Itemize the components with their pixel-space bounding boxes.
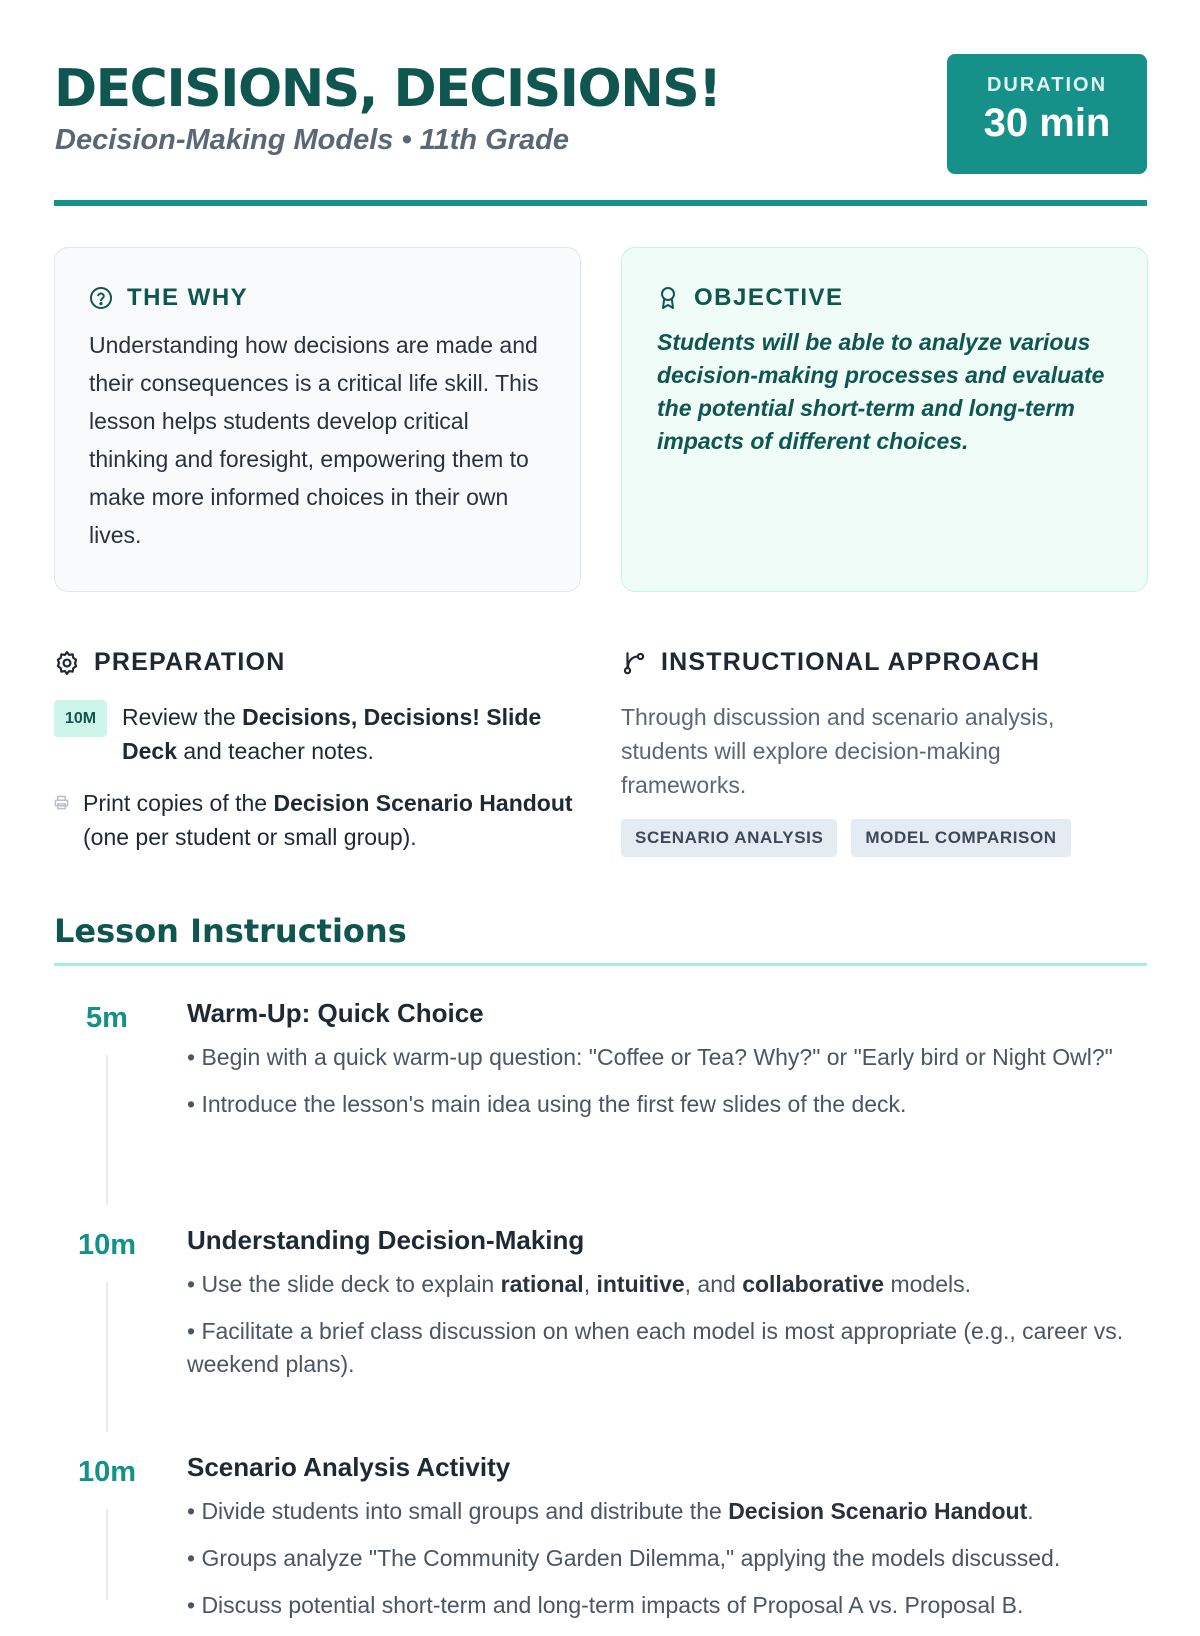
step-bullet: • Begin with a quick warm-up question: "Coffee or Tea? Why?" or "Early bird or Night Owl?" bbox=[187, 1044, 1113, 1070]
duration-badge bbox=[947, 54, 1147, 174]
timeline-line bbox=[106, 1055, 108, 1205]
text-span: • Divide students into small groups and distribute the bbox=[187, 1498, 729, 1524]
duration-value: 30 min bbox=[983, 101, 1111, 145]
why-header bbox=[89, 284, 248, 312]
model-name: intuitive bbox=[596, 1271, 685, 1297]
model-name: rational bbox=[500, 1271, 584, 1297]
approach-heading: INSTRUCTIONAL APPROACH bbox=[661, 648, 1041, 676]
preparation-header bbox=[54, 648, 285, 677]
text-span: , bbox=[583, 1271, 597, 1297]
approach-header bbox=[621, 648, 1040, 677]
approach-tags bbox=[621, 819, 1085, 857]
objective-text: Students will be able to analyze various decision-making processes and evaluate the potential short-term and long-term impacts of different choices. bbox=[657, 329, 1105, 454]
resource-name: Decision Scenario Handout bbox=[728, 1498, 1028, 1524]
tag: MODEL COMPARISON bbox=[851, 819, 1070, 857]
model-name: collaborative bbox=[742, 1271, 885, 1297]
step-time: 10m bbox=[77, 1456, 137, 1488]
why-text: Understanding how decisions are made and their consequences is a critical life skill. This lesson helps students develop critical thinking and foresight, empowering them to make more informed choices in their own lives. bbox=[89, 332, 539, 548]
step-bullets bbox=[187, 1268, 1147, 1395]
award-icon bbox=[656, 286, 680, 310]
objective-heading: OBJECTIVE bbox=[694, 284, 844, 311]
text-span: Review the bbox=[122, 704, 243, 730]
step-bullets bbox=[187, 1495, 1147, 1636]
why-card bbox=[54, 247, 581, 592]
step-bullet: • Facilitate a brief class discussion on when each model is most appropriate (e.g., career vs. weekend plans). bbox=[187, 1318, 1124, 1377]
text-span: Print copies of the bbox=[83, 790, 274, 816]
preparation-heading: PREPARATION bbox=[94, 648, 286, 676]
text-span: • Use the slide deck to explain bbox=[187, 1271, 501, 1297]
step-bullet: • Groups analyze "The Community Garden Dilemma," applying the models discussed. bbox=[187, 1545, 1061, 1571]
text-span: models. bbox=[884, 1271, 972, 1297]
page-title: DECISIONS, DECISIONS! bbox=[54, 59, 721, 119]
text-span: and teacher notes. bbox=[176, 738, 374, 764]
step-bullet: • Introduce the lesson's main idea using the first few slides of the deck. bbox=[187, 1091, 907, 1117]
step-title: Scenario Analysis Activity bbox=[187, 1452, 511, 1482]
objective-card bbox=[621, 247, 1148, 592]
page-subtitle: Decision-Making Models • 11th Grade bbox=[55, 124, 569, 156]
text-span: . bbox=[1027, 1498, 1034, 1524]
question-circle-icon bbox=[89, 286, 113, 310]
timeline-line bbox=[106, 1282, 108, 1432]
preparation-item-text bbox=[83, 786, 574, 854]
step-title: Understanding Decision-Making bbox=[187, 1225, 585, 1255]
preparation-item bbox=[54, 786, 574, 854]
objective-header bbox=[656, 284, 844, 312]
lesson-instructions-heading: Lesson Instructions bbox=[54, 912, 407, 950]
step-bullets bbox=[187, 1041, 1147, 1135]
step-bullet bbox=[187, 1268, 1147, 1301]
step-time: 10m bbox=[77, 1229, 137, 1261]
approach-text: Through discussion and scenario analysis, students will explore decision-making frameworks. bbox=[621, 704, 1055, 798]
step-title: Warm-Up: Quick Choice bbox=[187, 998, 484, 1028]
preparation-item-text bbox=[122, 700, 574, 768]
text-span: , and bbox=[684, 1271, 743, 1297]
step-bullet: • Discuss potential short-term and long-term impacts of Proposal A vs. Proposal B. bbox=[187, 1592, 1024, 1618]
why-heading: THE WHY bbox=[127, 284, 249, 311]
time-badge: 10M bbox=[54, 700, 107, 737]
step-time: 5m bbox=[86, 1002, 128, 1034]
text-span: (one per student or small group). bbox=[83, 824, 417, 850]
header-divider bbox=[54, 200, 1147, 206]
timeline-line bbox=[106, 1509, 108, 1600]
preparation-item bbox=[54, 700, 574, 768]
step-bullet bbox=[187, 1495, 1147, 1528]
resource-name: Decision Scenario Handout bbox=[273, 790, 573, 816]
lesson-divider bbox=[54, 963, 1147, 966]
gear-icon bbox=[54, 650, 80, 676]
tag: SCENARIO ANALYSIS bbox=[621, 819, 837, 857]
duration-label: DURATION bbox=[986, 74, 1108, 96]
resource-name: Decisions, Decisions! Slide Deck bbox=[122, 704, 542, 764]
printer-icon bbox=[54, 794, 69, 812]
git-branch-icon bbox=[621, 650, 647, 676]
